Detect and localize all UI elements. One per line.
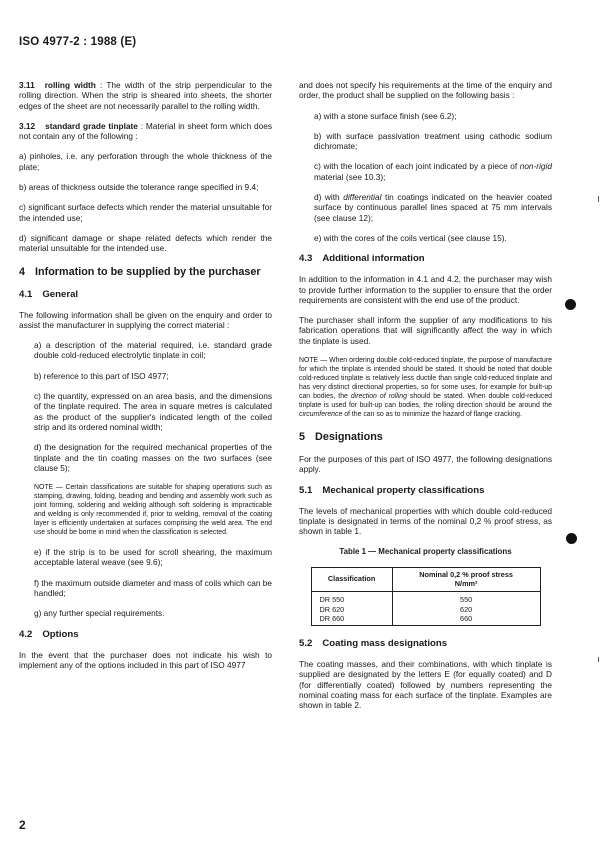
clause-number: 3.11 [19,80,35,90]
paragraph: In the event that the purchaser does not indicate his wish to implement any of the options included in this part of ISO 4977 [19,649,272,670]
paragraph: The coating masses, and their combinations, with which tinplate is supplied are designated by the letters E (for equally coated) and D (for differentially coated) followed by numbers representing the nominal coating mass for each surface of the tinplate. Examples are shown in table 2. [299,659,552,711]
running-header: ISO 4977-2 : 1988 (E) [19,36,137,48]
table-row [311,592,540,605]
section-heading-5-1 [299,485,552,497]
section-heading-5 [299,431,552,444]
right-column [299,80,552,721]
list-item [299,233,552,243]
cell-value: 620 [392,605,540,614]
section-number: 5.2 [299,638,313,650]
clause-number: 3.12 [19,120,36,131]
section-number: 4 [19,265,26,278]
list-item [299,161,552,182]
header-classification: Classification [311,567,392,592]
paragraph: In addition to the information in 4.1 and 4.2, the purchaser may wish to provide further information to the supplier to ensure that the order requirements are consistent with the end use of the product. [299,274,552,305]
list-item: d) significant damage or shape related defects which render the material unsuitable for the intended use. [19,232,272,254]
table-header-row [311,567,540,592]
item-text: material (see 10.3); [314,171,386,182]
list-item: c) the quantity, expressed on an area basis, and the dimensions of the tinplate required. The area in square metres is calculated as the product of the supplier's indicated length of the coiled strip and its ordered nominal width; [34,391,272,432]
item-text: a) with a stone surface finish (see 6.2); [314,110,457,121]
cell-value: 550 [392,592,540,605]
item-emphasis: non-rigid [519,161,552,172]
term: rolling width [44,80,96,90]
section-title: Coating mass designations [322,638,448,650]
section-title: Mechanical property classifications [322,484,485,496]
item-text: b) with surface passivation treatment using cathodic sodium dichromate; [314,130,552,152]
change-bar-dot [566,533,577,544]
list-item: b) reference to this part of ISO 4977; [34,370,169,381]
mechanical-property-table [311,567,541,626]
section-title: Designations [315,431,383,444]
list-item: a) a description of the material required, i.e. standard grade double cold-reduced electrolytic tinplate in coil; [34,340,272,361]
item-emphasis: differential [343,192,382,203]
note-text: NOTE — When ordering double cold-reduced tinplate, the purpose of manufacture for which the tinplate is intended should be stated. It should be noted that double cold-reduced tinplate is relatively less ductile than single cold-reduced tinplate and has very distinct directional properties, so for some uses, for example for built-up can bodies, the [299,357,552,401]
change-bar-dot [565,299,576,310]
list-item: c) significant surface defects which render the material unsuitable for the intended use; [19,202,272,223]
section-heading-5-2 [299,638,552,650]
note-text: of the can so as to minimize the hazard of flange cracking. [342,411,522,419]
section-heading-4 [19,266,272,279]
table-caption: Table 1 — Mechanical property classifications [339,546,512,556]
item-text: d) with [314,192,344,203]
item-text: c) with the location of each joint indicated by a piece of [314,161,520,172]
section-number: 5.1 [299,484,313,496]
section-number: 4.1 [19,288,33,300]
definition-text: : The width of the strip perpendicular to the rolling direction. When the strip is sheared into sheets, the shorter edges of the sheet are not necessarily parallel to the rolling width. [19,80,273,111]
table-row [311,614,540,626]
section-number: 4.3 [299,253,313,265]
section-number: 5 [299,431,306,444]
list-item [299,111,552,121]
page-number: 2 [19,818,26,832]
clause-3-12 [19,121,272,142]
list-item: b) areas of thickness outside the tolerance range specified in 9.4; [19,182,259,193]
header-line: Nominal 0,2 % proof stress [419,569,513,579]
definition-text: : Material in sheet form which does not contain any of the following : [19,120,272,142]
list-item: f) the maximum outside diameter and mass of coils which can be handled; [34,577,272,599]
table-row [311,605,540,614]
clause-3-11 [19,80,272,111]
item-text: e) with the cores of the coils vertical (see clause 15). [314,232,507,243]
header-unit: N/mm² [454,578,478,588]
note: NOTE — Certain classifications are suitable for shaping operations such as stamping, drawing, folding, beading and bending and assembly work such as joint forming, soldering and welding although soft soldering is impracticable and welding is only recommended if, prior to welding, removal of the coating layer is efficiently undertaken at surfaces comprising the weld area. The end use should be borne in mind when the classification is selected. [34,484,272,537]
paragraph: For the purposes of this part of ISO 4977, the following designations apply. [299,454,552,475]
cell-classification: DR 550 [311,592,392,605]
note [299,356,552,419]
section-heading-4-3 [299,253,552,265]
cell-classification: DR 660 [311,614,392,626]
section-heading-4-2 [19,629,272,641]
cell-classification: DR 620 [311,605,392,614]
list-item: d) the designation for the required mechanical properties of the tinplate and the tin coating masses on the two surfaces (see clause 5); [34,442,272,473]
note-emphasis: circumference [299,411,343,419]
list-item: g) any further special requirements. [34,608,165,619]
margin-mark [598,657,599,662]
list-item [299,131,552,152]
section-title: Additional information [322,253,425,265]
note-text: should be stated. When double cold-reduced tinplate is used for built-up can bodies, the rolling direction should be around the [299,393,552,410]
cell-value: 660 [392,614,540,626]
paragraph: and does not specify his requirements at the time of the enquiry and order, the product shall be supplied on the following basis : [299,80,552,101]
section-number: 4.2 [19,628,33,640]
section-title: General [42,288,79,300]
section-title: Information to be supplied by the purchaser [35,265,261,278]
section-title: Options [42,628,79,640]
header-proof-stress [392,567,540,592]
note-emphasis: direction of rolling [350,393,407,401]
margin-mark [598,196,599,202]
list-item: a) pinholes, i.e. any perforation through the whole thickness of the plate; [19,151,272,172]
paragraph: The purchaser shall inform the supplier of any modifications to his fabrication operations that will significantly affect the way in which the tinplate is used. [299,315,552,346]
paragraph: The following information shall be given on the enquiry and order to assist the manufacturer in supplying the correct material : [19,309,272,330]
paragraph: The levels of mechanical properties with which double cold-reduced tinplate is designated in terms of the nominal 0,2 % proof stress, as shown in table 1. [299,505,552,537]
section-heading-4-1 [19,289,272,301]
left-column [19,80,272,680]
list-item: e) if the strip is to be used for scroll shearing, the maximum acceptable lateral weave (see 9.6); [34,547,272,568]
item-text: tin coatings indicated on the heavier coated surface by continuous parallel lines spaced at 75 mm intervals (see clause 12); [314,192,552,223]
list-item [299,192,552,223]
term: standard grade tinplate [45,120,138,131]
